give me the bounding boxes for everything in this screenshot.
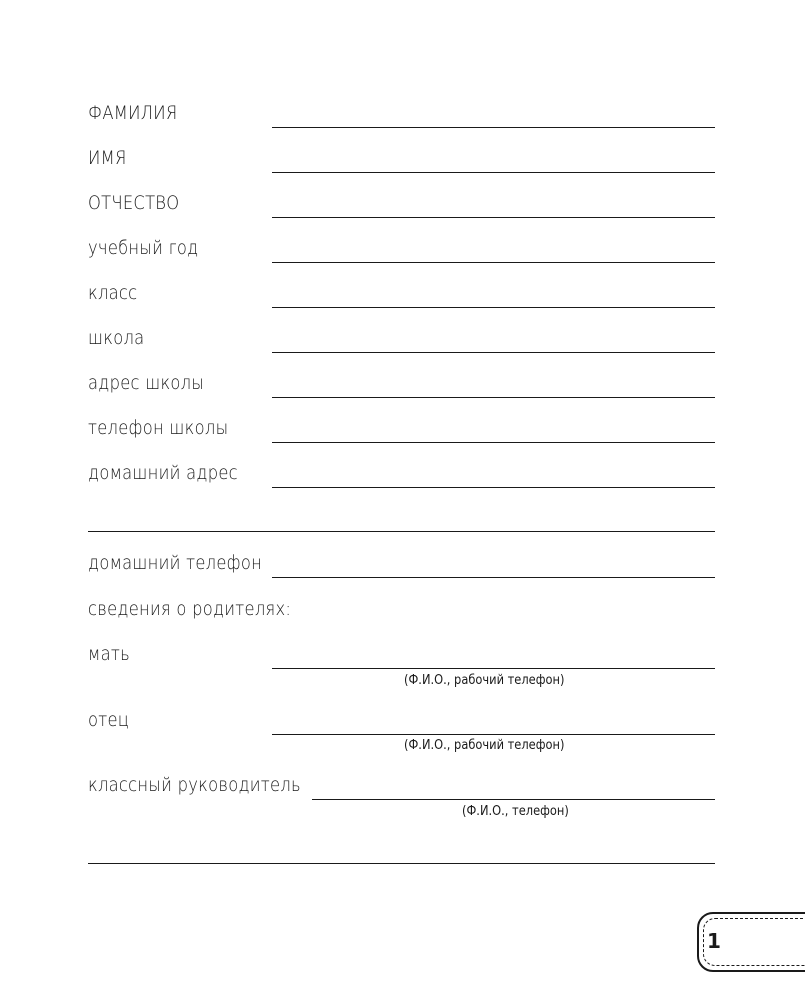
form-field-class-teacher <box>88 762 715 802</box>
school-year-label: учебный год <box>88 237 199 259</box>
school-line[interactable] <box>272 352 715 353</box>
class-label: класс <box>88 282 138 304</box>
father-label: отец <box>88 709 130 731</box>
mother-label: мать <box>88 643 130 665</box>
school-phone-line[interactable] <box>272 442 715 443</box>
page-number: 1 <box>707 929 721 953</box>
mother-line[interactable] <box>272 668 715 669</box>
school-address-label: адрес школы <box>88 372 205 394</box>
surname-label: ФАМИЛИЯ <box>88 102 178 124</box>
form-field-mother <box>88 631 715 671</box>
school-address-line[interactable] <box>272 397 715 398</box>
mother-hint: (Ф.И.О., рабочий телефон) <box>404 673 565 688</box>
school-label: школа <box>88 327 145 349</box>
school-phone-label: телефон школы <box>88 417 229 439</box>
patronymic-label: ОТЧЕСТВО <box>88 192 180 214</box>
home-phone-label: домашний телефон <box>88 552 263 574</box>
patronymic-line[interactable] <box>272 217 715 218</box>
home-address-extra-line[interactable] <box>88 531 715 532</box>
form-field-school <box>88 315 715 355</box>
home-address-line[interactable] <box>272 487 715 488</box>
name-line[interactable] <box>272 172 715 173</box>
parents-info-label: сведения о родителях: <box>88 598 292 620</box>
class-line[interactable] <box>272 307 715 308</box>
name-label: ИМЯ <box>88 147 127 169</box>
form-field-class <box>88 270 715 310</box>
form-field-parents-info <box>88 586 715 626</box>
form-field-home-address <box>88 450 715 490</box>
class-teacher-line[interactable] <box>312 799 715 800</box>
form-field-school-year <box>88 225 715 265</box>
surname-line[interactable] <box>272 127 715 128</box>
school-year-line[interactable] <box>272 262 715 263</box>
home-address-label: домашний адрес <box>88 462 238 484</box>
class-teacher-label: классный руководитель <box>88 774 301 796</box>
form-field-school-phone <box>88 405 715 445</box>
form-field-father <box>88 697 715 737</box>
form-field-surname <box>88 90 715 130</box>
form-field-name <box>88 135 715 175</box>
father-line[interactable] <box>272 734 715 735</box>
class-teacher-hint: (Ф.И.О., телефон) <box>462 804 569 819</box>
home-phone-line[interactable] <box>272 577 715 578</box>
father-hint: (Ф.И.О., рабочий телефон) <box>404 738 565 753</box>
form-field-school-address <box>88 360 715 400</box>
class-teacher-extra-line[interactable] <box>88 863 715 864</box>
form-field-home-phone <box>88 540 715 580</box>
form-field-patronymic <box>88 180 715 220</box>
